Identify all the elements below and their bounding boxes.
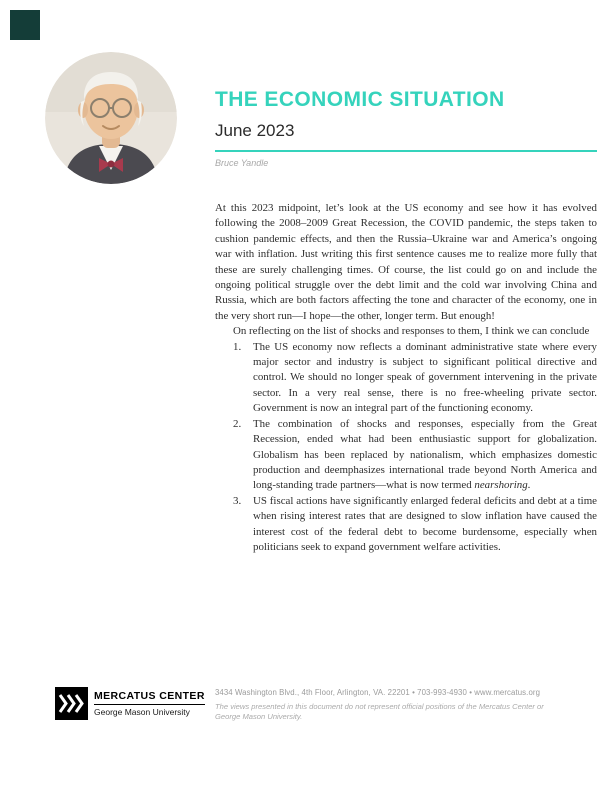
footer: [215, 688, 597, 722]
issue-date: June 2023: [215, 121, 295, 140]
logo-subtitle: George Mason University: [94, 707, 190, 717]
logo-title: MERCATUS CENTER: [94, 690, 205, 705]
list-item-text: [253, 417, 597, 494]
document-body: [215, 201, 597, 555]
paragraph-conclude-lead: On reflecting on the list of shocks and responses to them, I think we can conclude: [233, 325, 590, 338]
footer-disclaimer: The views presented in this document do not represent official positions of the Mercatus Center or George Mason University.: [215, 702, 544, 721]
numbered-list: [215, 340, 597, 556]
list-number: 3.: [233, 494, 242, 507]
mercatus-logo-text: [94, 690, 205, 717]
mercatus-chevrons-icon: [55, 687, 88, 720]
document-header: [215, 88, 597, 168]
list-item-text: The US economy now reflects a dominant administrative state where every major sector and industry is subject to significant political directive and control. We should no longer speak of government intervening in the private sector. In a very real sense, there is no free-wheeling private sector. Government is now an integral part of the functioning economy.: [253, 340, 597, 415]
page-title: THE ECONOMIC SITUATION: [215, 88, 505, 111]
list-number: 2.: [233, 417, 242, 430]
author-photo: [45, 52, 177, 184]
list-item: [215, 417, 597, 494]
list-item: [215, 340, 597, 417]
mercatus-logo: [55, 687, 205, 720]
list-item: [215, 494, 597, 556]
corner-accent-square: [10, 10, 40, 40]
paragraph-intro: At this 2023 midpoint, let’s look at the US economy and see how it has evolved following the 2008–2009 Great Recession, the COVID pandemic, the steps taken to cushion pandemic effects, and then the Russia–Ukraine war and America’s ongoing war with inflation. Just writing this first sentence causes me to realize more fully that these are surely challenging times. Of course, the list could go on and include the ongoing political struggle over the debt limit and the cold war involving China and Russia, which are both factors affecting the tone and character of the economy, one in the very short run—I hope—the other, longer term. But enough!: [215, 202, 597, 322]
list-item-text-italic: nearshoring: [474, 479, 528, 492]
list-item-text: US fiscal actions have significantly enlarged federal deficits and debt at a time when rising interest rates that are designed to slow inflation have caused the interest cost of the federal debt to become burdensome, especially when politicians seek to expand government welfare activities.: [253, 494, 597, 553]
accent-rule: [215, 150, 597, 152]
author-byline: Bruce Yandle: [215, 158, 269, 168]
footer-contact-line: 3434 Washington Blvd., 4th Floor, Arlington, VA. 22201 • 703-993-4930 • www.mercatus.org: [215, 688, 541, 697]
list-item-text-pre: The combination of shocks and responses, especially from the Great Recession, ended what had been enthusiastic support for globalization. Globalism has been replaced by nationalism, which emphasizes domestic production and deemphasizes international trade beyond North America and long-standing trade partners—what is now termed: [253, 417, 597, 492]
author-portrait-illustration: [45, 52, 177, 184]
list-number: 1.: [233, 340, 242, 353]
list-item-text-post: .: [527, 479, 531, 492]
